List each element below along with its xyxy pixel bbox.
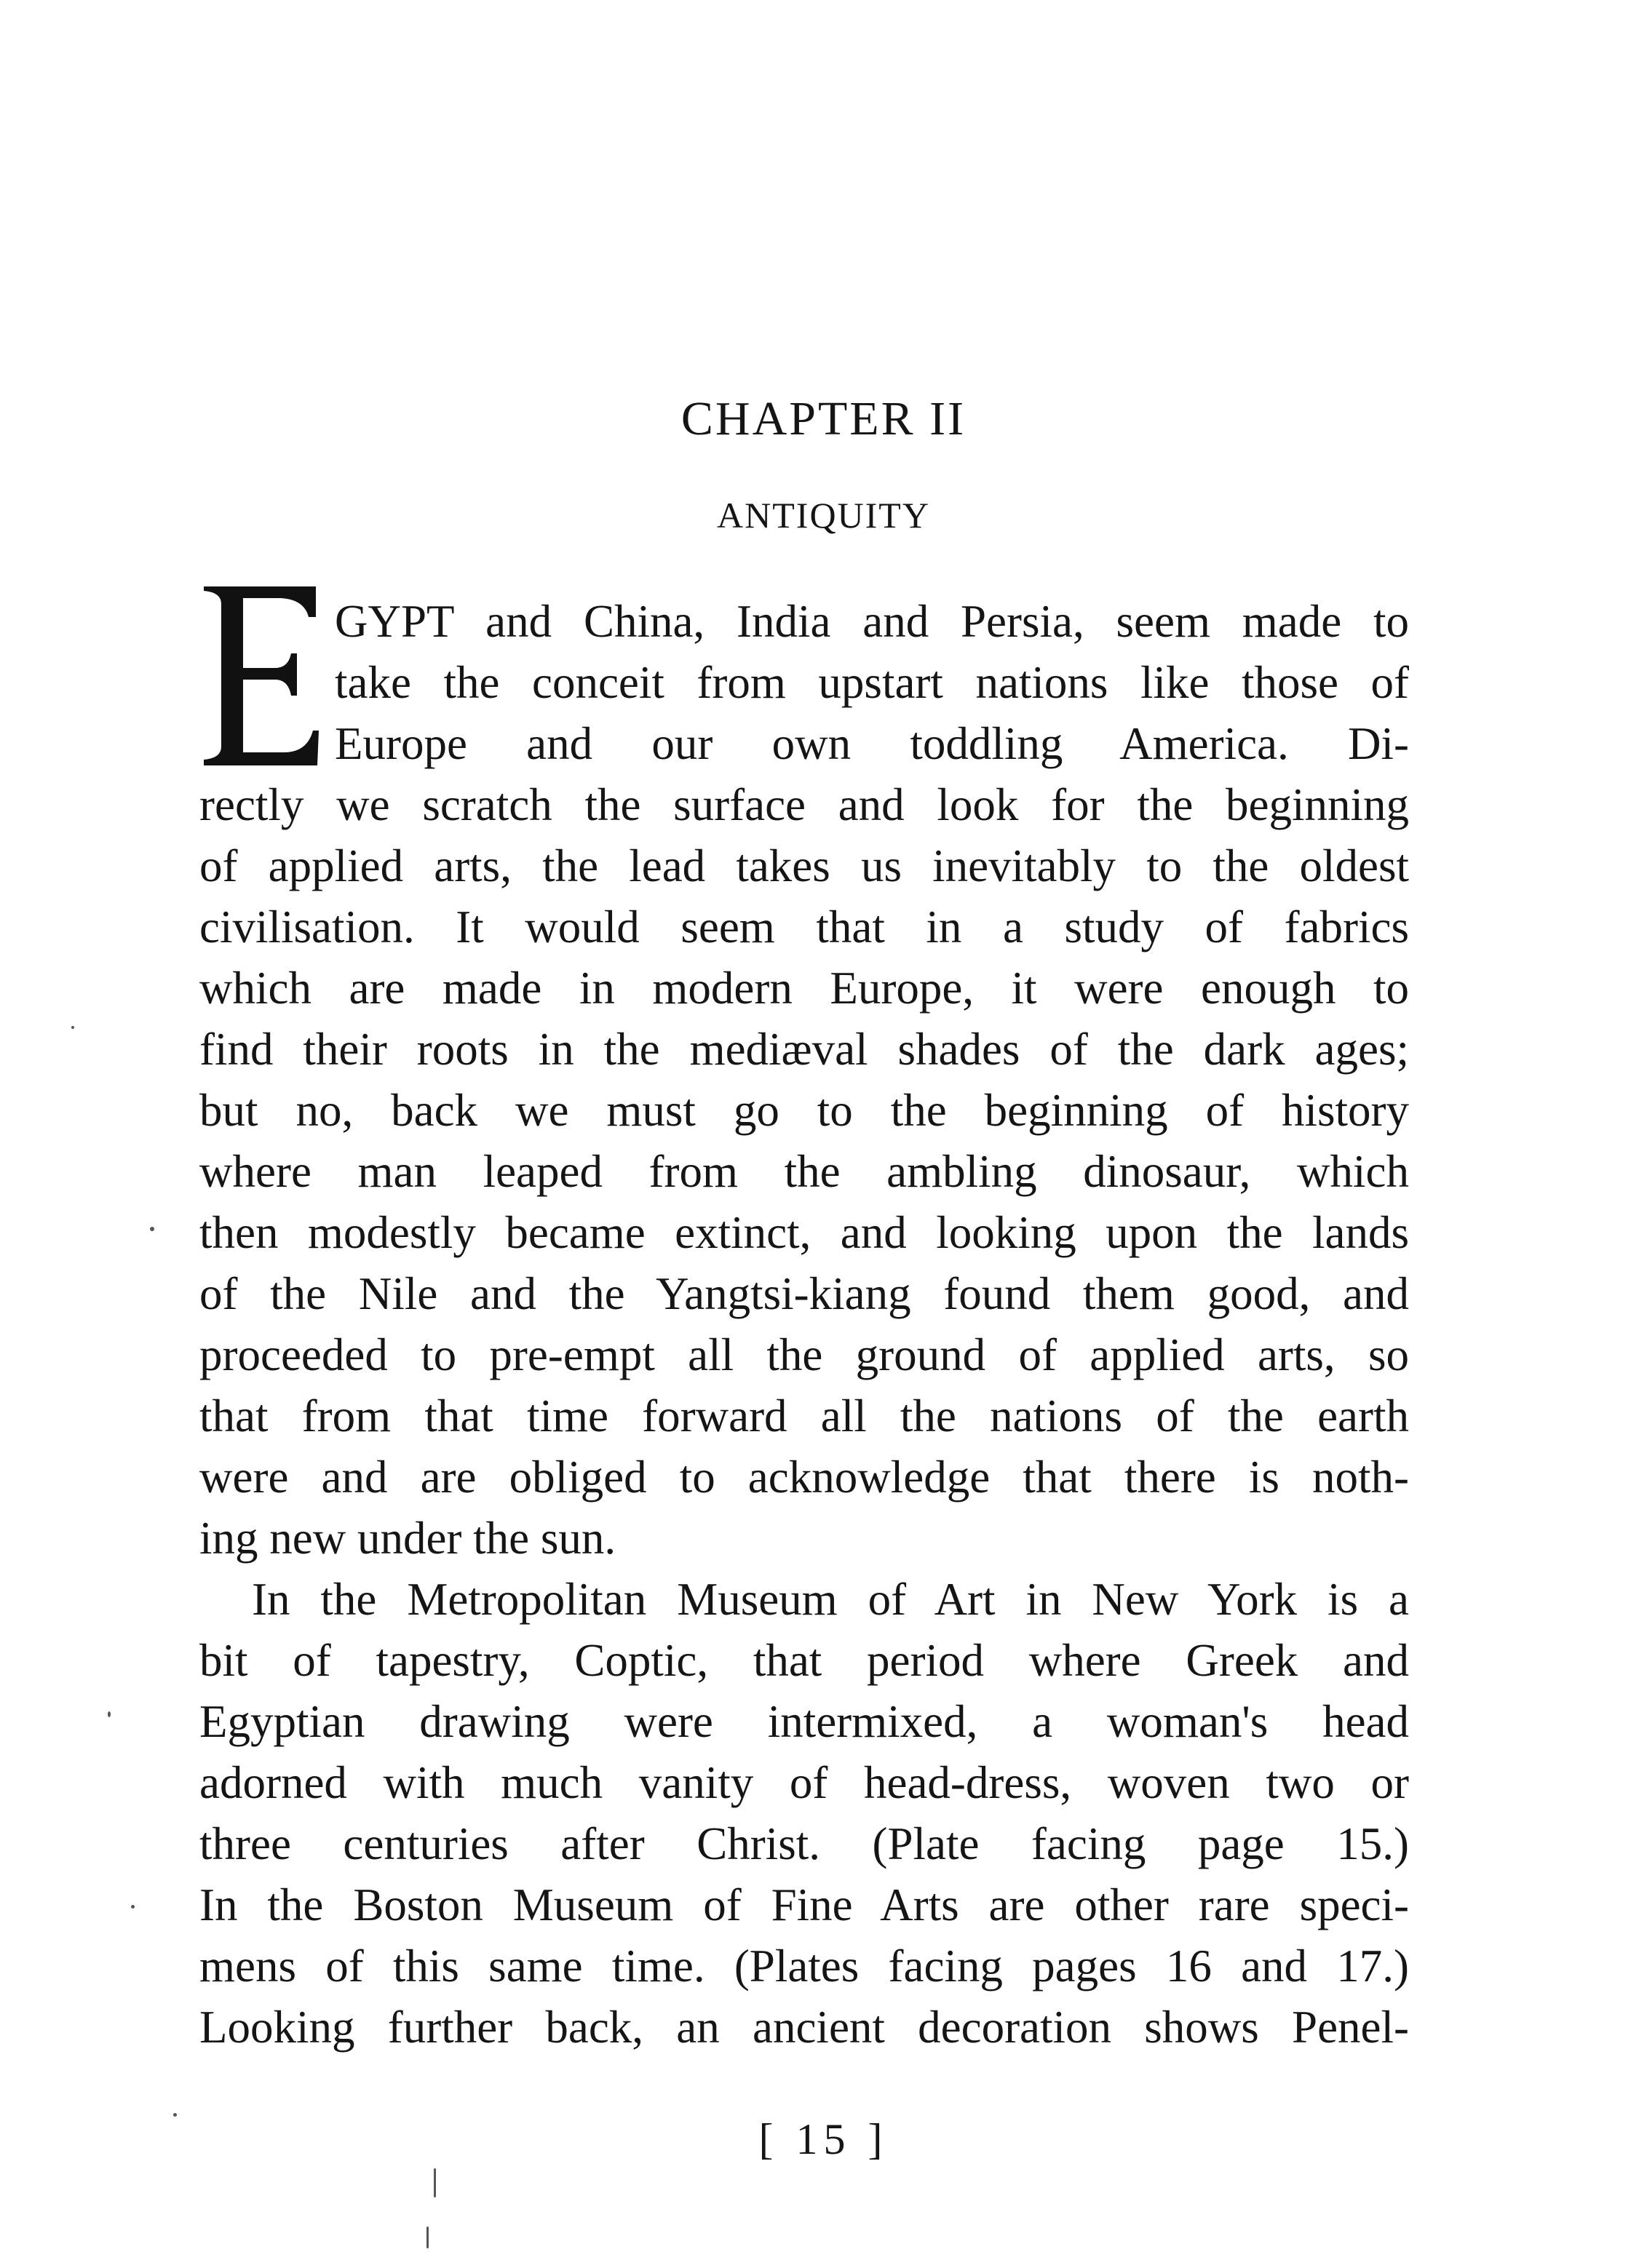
text-line: rectly we scratch the surface and look for the beginning [199, 779, 1409, 830]
scan-speck [150, 1227, 154, 1231]
text-line: of applied arts, the lead takes us inevitably to the oldest [199, 840, 1409, 891]
chapter-title: CHAPTER II [680, 392, 967, 445]
text-line: find their roots in the mediæval shades of the dark ages; [199, 1024, 1409, 1075]
text-line: ing new under the sun. [199, 1513, 616, 1564]
text-line: that from that time forward all the nations of the earth [199, 1390, 1409, 1441]
text-line: but no, back we must go to the beginning of history [199, 1085, 1409, 1136]
text-line: bit of tapestry, Coptic, that period where Greek and [199, 1635, 1409, 1686]
page-number: [ 15 ] [758, 2115, 889, 2163]
text-line: where man leaped from the ambling dinosaur, which [199, 1146, 1409, 1197]
text-line: adorned with much vanity of head-dress, woven two or [199, 1757, 1409, 1808]
text-line: In the Metropolitan Museum of Art in New York is a [252, 1574, 1409, 1625]
text-line: of the Nile and the Yangtsi-kiang found them good, and [199, 1268, 1409, 1319]
chapter-subtitle: ANTIQUITY [717, 495, 930, 536]
dropcap-letter-e [199, 582, 320, 770]
scan-speck [426, 2227, 429, 2248]
text-line: civilisation. It would seem that in a study of fabrics [199, 902, 1409, 952]
scan-speck [173, 2113, 177, 2117]
text-line: Looking further back, an ancient decoration shows Penel- [199, 2002, 1409, 2053]
scan-speck [434, 2168, 436, 2197]
text-line: proceeded to pre-empt all the ground of applied arts, so [199, 1329, 1409, 1380]
scan-speck [108, 1711, 111, 1717]
text-line: which are made in modern Europe, it were enough to [199, 963, 1409, 1014]
text-line: were and are obliged to acknowledge that there is noth- [199, 1452, 1409, 1503]
text-line: Egyptian drawing were intermixed, a woman's head [199, 1696, 1409, 1747]
text-line: take the conceit from upstart nations like those of [335, 657, 1409, 708]
scan-speck [131, 1905, 135, 1909]
text-line: mens of this same time. (Plates facing pages 16 and 17.) [199, 1941, 1409, 1992]
text-line: In the Boston Museum of Fine Arts are other rare speci- [199, 1879, 1409, 1930]
text-line: three centuries after Christ. (Plate facing page 15.) [199, 1818, 1409, 1869]
text-line: then modestly became extinct, and looking upon the lands [199, 1207, 1409, 1258]
scan-speck [71, 1026, 74, 1029]
text-line: Europe and our own toddling America. Di- [335, 718, 1409, 769]
text-line: GYPT and China, India and Persia, seem made to [335, 596, 1409, 647]
